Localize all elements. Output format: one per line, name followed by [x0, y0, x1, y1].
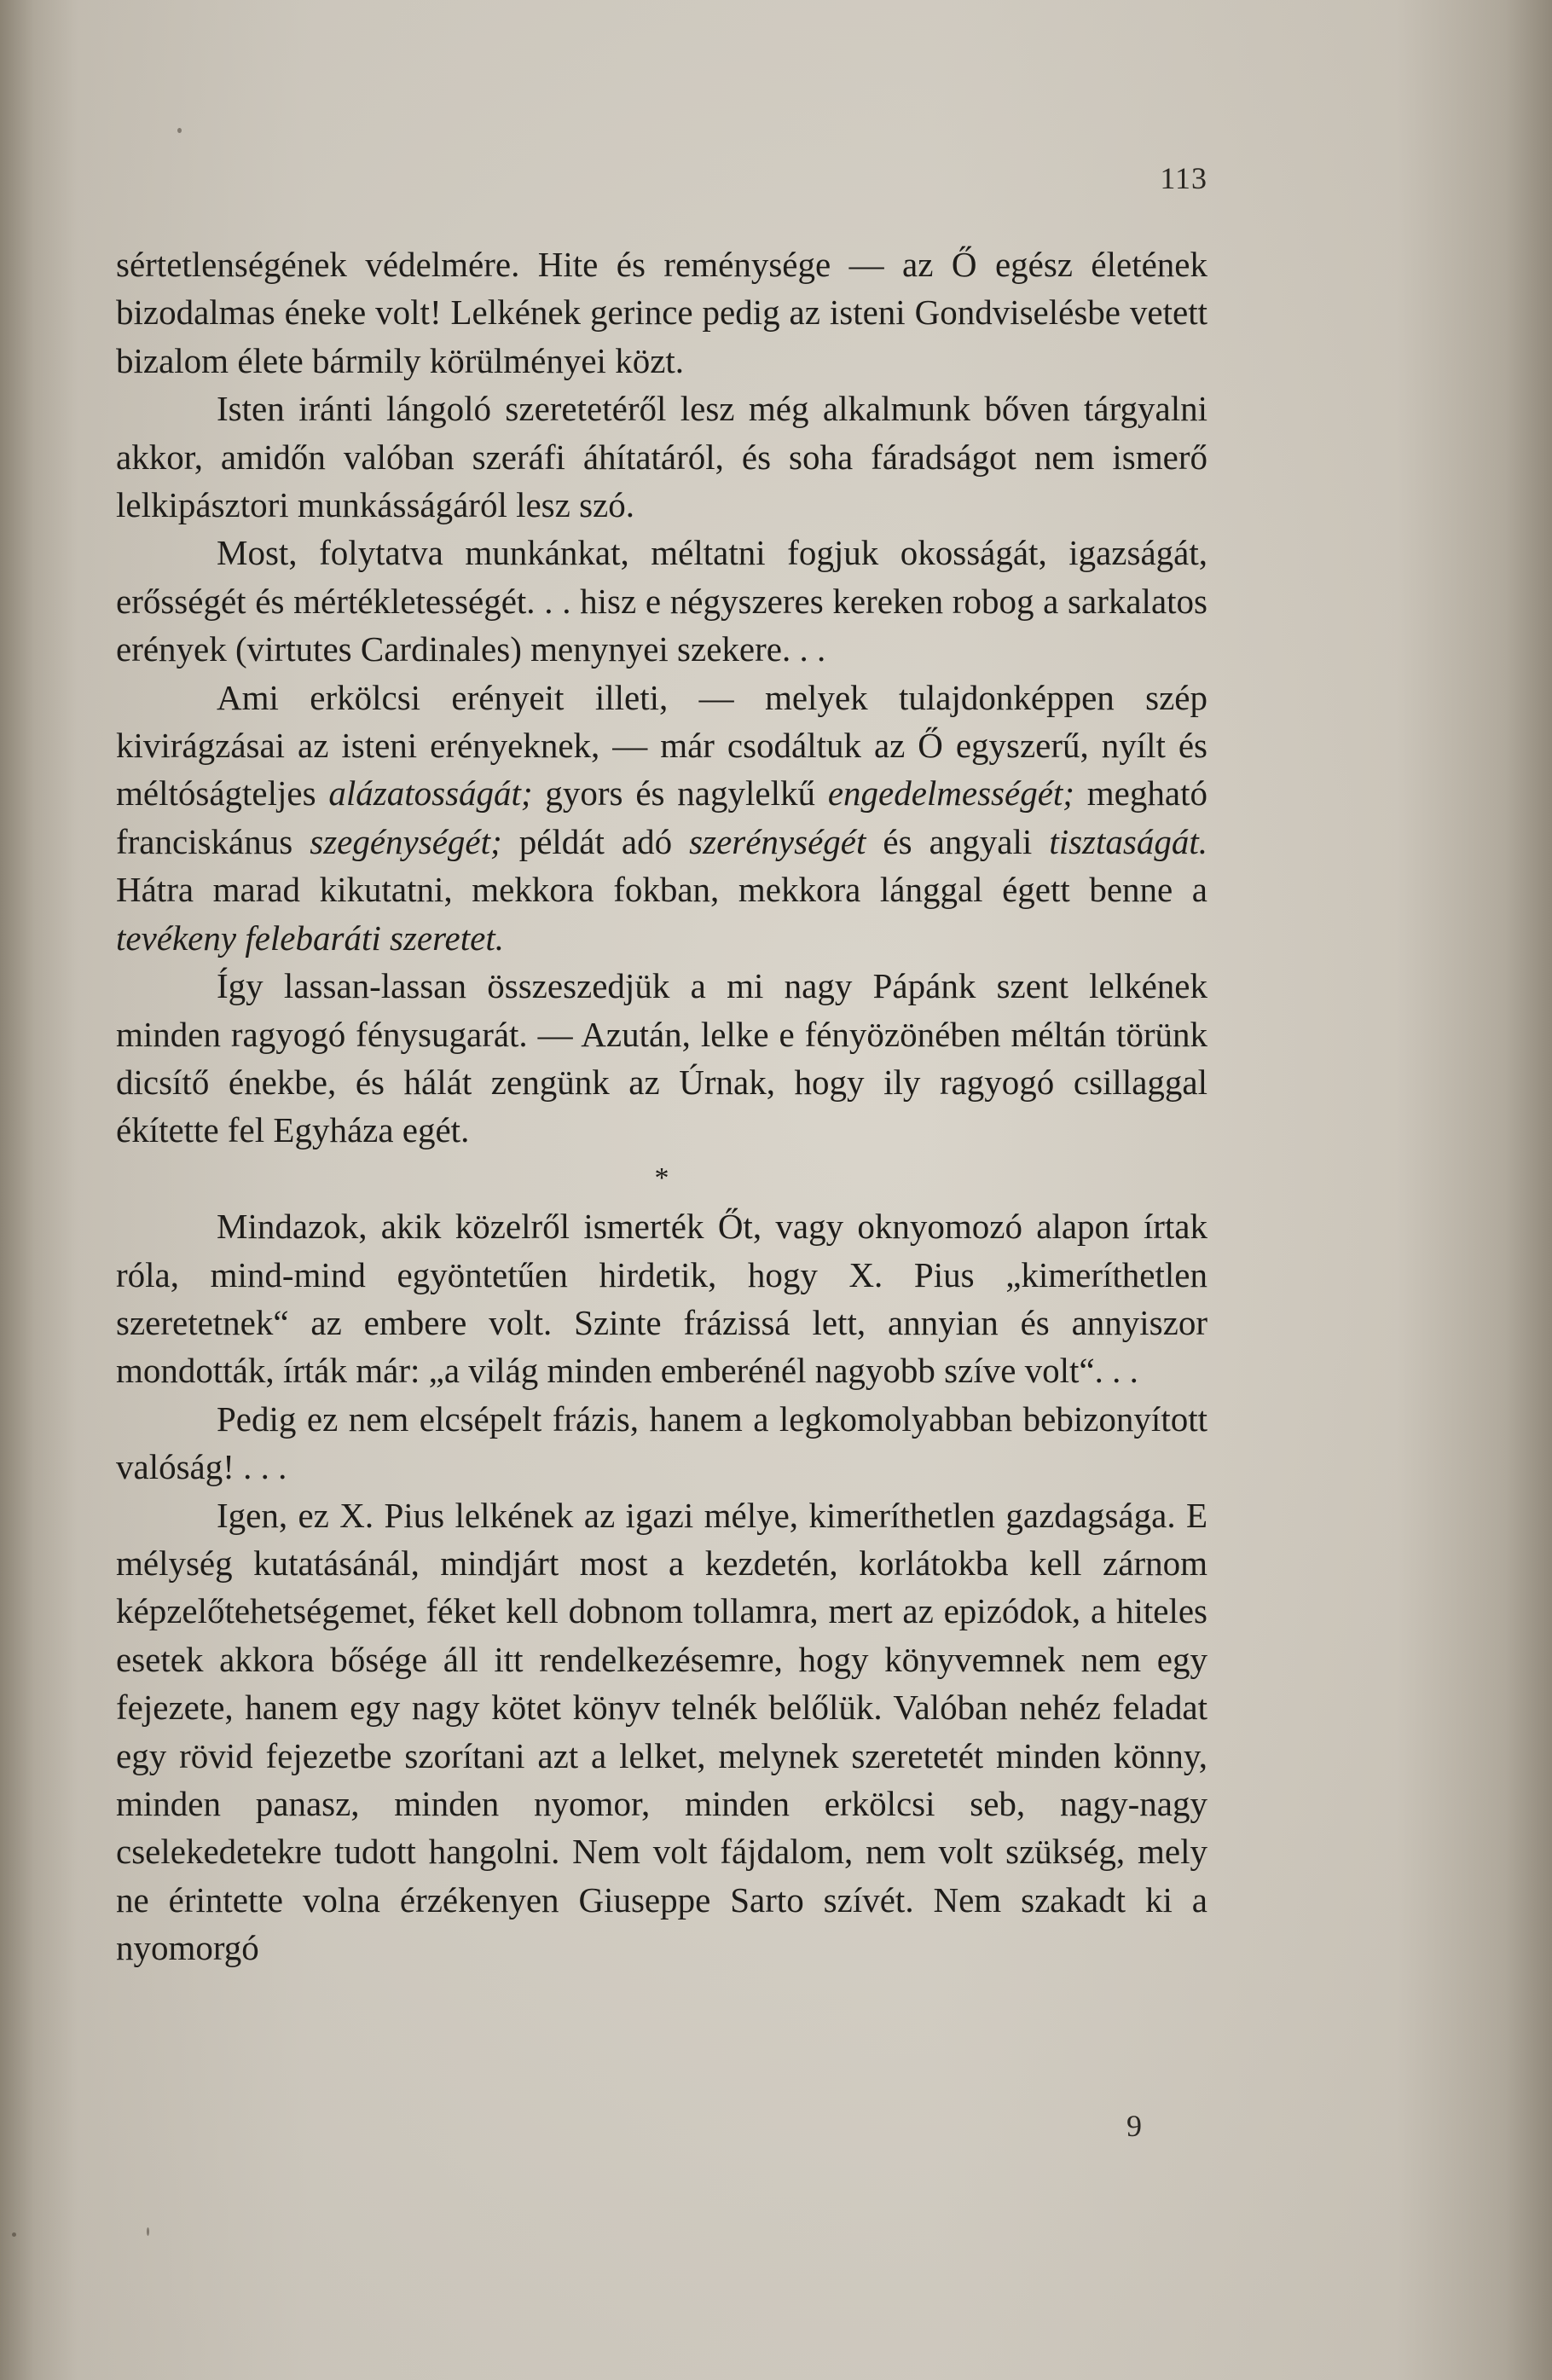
paragraph	[116, 385, 1207, 529]
text-run: Igen, ez X. Pius lelkének az igazi mélye, kimeríthetlen gazdagsága. E mélység kutatásánál, mindjárt most a kezdetén, korlátokba kell zárnom képzelőtehetségemet, féket kell dobnom tollamra, mert az epizódok, a hiteles esetek akkora bősége áll itt rendelkezésemre, hogy könyvemnek nem egy fejezete, hanem egy nagy kötet könyv telnék belőlük. Valóban nehéz feladat egy rövid fejezetbe szorítani azt a lelket, melynek szeretetét minden könny, minden panasz, minden nyomor, minden erkölcsi seb, nagy-nagy cselekedetekre tudott hangolni. Nem volt fájdalom, nem volt szükség, mely ne érintette volna érzékenyen Giuseppe Sarto szívét. Nem szakadt ki a nyomorgó	[116, 1495, 1207, 1968]
text-run: Isten iránti lángoló szeretetéről lesz még alkalmunk bőven tárgyalni akkor, amidőn valóban szeráfi áhítatáról, és soha fáradságot nem ismerő lelkipásztori munkásságáról lesz szó.	[116, 389, 1207, 525]
italic-phrase: alázatosságát;	[328, 773, 533, 814]
paragraph	[116, 962, 1207, 1155]
text-run: Így lassan-lassan összeszedjük a mi nagy Pápánk szent lelkének minden ragyogó fénysugarát. — Azután, lelke e fényözönében méltán törünk dicsítő énekbe, és hálát zengünk az Úrnak, hogy ily ragyogó csillaggal ékítette fel Egyháza egét.	[116, 966, 1207, 1150]
text-run: sértetlenségének védelmére. Hite és reménysége — az Ő egész életének bizodalmas éneke volt! Lelkének gerince pedig az isteni Gondviselésbe vetett bizalom élete bármily körülményei közt.	[116, 245, 1207, 380]
paragraph	[116, 674, 1207, 962]
section-ornament: *	[654, 1161, 669, 1194]
page-number: 113	[1160, 161, 1207, 195]
paragraph	[116, 1395, 1207, 1491]
italic-phrase: szegénységét;	[310, 821, 502, 861]
paper-speck	[12, 2232, 16, 2237]
text-run: gyors és nagylelkű	[532, 773, 828, 814]
text-run: Hátra marad kikutatni, mekkora fokban, mekkora lánggal égett benne a	[116, 870, 1207, 910]
text-run: és angyali	[866, 821, 1050, 861]
text-run: Mindazok, akik közelről ismerték Őt, vagy oknyomozó alapon írtak róla, mind-mind egyöntetűen hirdetik, hogy X. Pius „kimeríthetlen szeretetnek“ az embere volt. Szinte frázissá lett, annyian és annyiszor mondották, írták már: „a világ minden emberénél nagyobb szíve volt“. . .	[116, 1207, 1207, 1391]
text-run: Ami erkölcsi erényeit illeti, — melyek tulajdonképpen szép kivirágzásai az isteni erényeknek, — már csodáltuk az Ő egyszerű, nyílt és méltóságteljes	[116, 677, 1207, 814]
paper-speck	[177, 128, 182, 133]
text-run: Most, folytatva munkánkat, méltatni fogjuk okosságát, igazságát, erősségét és mértékletességét. . . hisz e négyszeres kereken robog a sarkalatos erények (virtutes Cardinales) menynyei szekere. . .	[116, 533, 1207, 669]
signature-mark: 9	[1126, 2109, 1142, 2143]
body-text	[116, 240, 1207, 1972]
paragraph	[116, 1491, 1207, 1972]
paragraph	[116, 1202, 1207, 1395]
italic-phrase: tisztaságát.	[1049, 821, 1207, 861]
text-run: megható franciskánus	[116, 773, 1207, 861]
italic-phrase: tevékeny felebaráti szeretet.	[116, 918, 504, 958]
paper-speck	[147, 2227, 149, 2236]
text-run: példát adó	[501, 821, 690, 861]
paragraph	[116, 529, 1207, 673]
text-run: Pedig ez nem elcsépelt frázis, hanem a legkomolyabban bebizonyított valóság! . . .	[116, 1398, 1207, 1487]
italic-phrase: szerénységét	[689, 821, 866, 861]
italic-phrase: engedelmességét;	[827, 773, 1074, 814]
paragraph	[116, 240, 1207, 385]
